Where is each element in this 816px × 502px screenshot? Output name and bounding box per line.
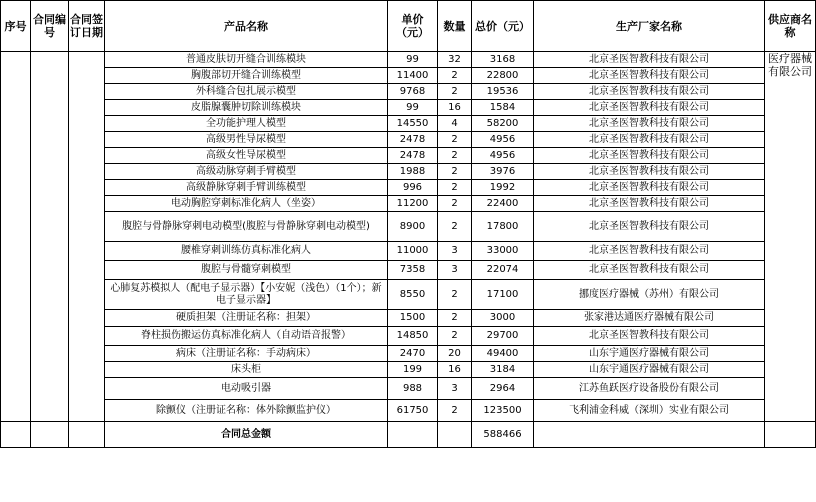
contract-total-value: 588466 <box>472 422 534 448</box>
manufacturer-footer-cell <box>534 422 765 448</box>
table-row <box>1 164 816 180</box>
unit-price-cell: 99 <box>388 52 438 68</box>
qty-cell: 16 <box>438 100 472 116</box>
product-cell: 除颤仪（注册证名称：体外除颤监护仪） <box>105 400 388 422</box>
manufacturer-cell: 北京圣医智教科技有限公司 <box>534 132 765 148</box>
total-cell: 4956 <box>472 132 534 148</box>
product-cell: 高级男性导尿模型 <box>105 132 388 148</box>
unit-price-cell: 8550 <box>388 280 438 310</box>
qty-cell: 2 <box>438 132 472 148</box>
product-cell: 电动胸腔穿刺标准化病人（坐姿） <box>105 196 388 212</box>
manufacturer-cell: 张家港达通医疗器械有限公司 <box>534 310 765 327</box>
header-supplier: 供应商名称 <box>765 1 816 52</box>
unit-price-cell: 2470 <box>388 346 438 362</box>
qty-cell: 2 <box>438 196 472 212</box>
qty-cell: 16 <box>438 362 472 378</box>
qty-cell: 2 <box>438 180 472 196</box>
unit-price-cell: 199 <box>388 362 438 378</box>
product-cell: 高级女性导尿模型 <box>105 148 388 164</box>
total-cell: 49400 <box>472 346 534 362</box>
unit-price-cell: 14550 <box>388 116 438 132</box>
header-seq: 序号 <box>1 1 31 52</box>
unit-price-cell: 9768 <box>388 84 438 100</box>
qty-cell: 2 <box>438 327 472 346</box>
header-row <box>1 1 816 52</box>
header-manufacturer: 生产厂家名称 <box>534 1 765 52</box>
product-cell: 病床（注册证名称：手动病床） <box>105 346 388 362</box>
unit-price-cell: 2478 <box>388 132 438 148</box>
unit-price-cell: 99 <box>388 100 438 116</box>
qty-cell: 2 <box>438 84 472 100</box>
product-cell: 高级动脉穿刺手臂模型 <box>105 164 388 180</box>
table-row <box>1 84 816 100</box>
manufacturer-cell: 北京圣医智教科技有限公司 <box>534 148 765 164</box>
table-row <box>1 280 816 310</box>
table-row <box>1 196 816 212</box>
product-cell: 高级静脉穿刺手臂训练模型 <box>105 180 388 196</box>
table-row <box>1 180 816 196</box>
total-cell: 3976 <box>472 164 534 180</box>
table-row <box>1 378 816 400</box>
qty-cell: 3 <box>438 378 472 400</box>
unit-price-cell: 11200 <box>388 196 438 212</box>
unit-price-cell: 61750 <box>388 400 438 422</box>
product-cell: 心肺复苏模拟人（配电子显示器）【小安妮（浅色）（1个）；新电子显示器】 <box>105 280 388 310</box>
manufacturer-cell: 北京圣医智教科技有限公司 <box>534 100 765 116</box>
header-sign-date: 合同签订日期 <box>69 1 105 52</box>
total-cell: 123500 <box>472 400 534 422</box>
qty-cell: 2 <box>438 400 472 422</box>
header-unit-price: 单价（元） <box>388 1 438 52</box>
product-cell: 胸腹部切开缝合训练模型 <box>105 68 388 84</box>
product-cell: 脊柱损伤搬运仿真标准化病人（自动语音报警） <box>105 327 388 346</box>
sign-date-cell <box>69 52 105 422</box>
qty-cell: 2 <box>438 280 472 310</box>
seq-cell <box>1 52 31 422</box>
contract-total-row <box>1 422 816 448</box>
contract-no-footer-cell <box>31 422 69 448</box>
product-cell: 全功能护理人模型 <box>105 116 388 132</box>
table-row <box>1 212 816 242</box>
manufacturer-cell: 北京圣医智教科技有限公司 <box>534 116 765 132</box>
unit-price-cell: 14850 <box>388 327 438 346</box>
table-row <box>1 132 816 148</box>
qty-cell: 3 <box>438 242 472 261</box>
qty-cell: 2 <box>438 212 472 242</box>
product-cell: 床头柜 <box>105 362 388 378</box>
manufacturer-cell: 江苏鱼跃医疗设备股份有限公司 <box>534 378 765 400</box>
product-cell: 外科缝合包扎展示模型 <box>105 84 388 100</box>
table-row <box>1 52 816 68</box>
total-cell: 3000 <box>472 310 534 327</box>
total-cell: 22400 <box>472 196 534 212</box>
supplier-cell: 医疗器械有限公司 <box>765 52 816 422</box>
table-row <box>1 148 816 164</box>
total-cell: 17100 <box>472 280 534 310</box>
qty-cell: 32 <box>438 52 472 68</box>
manufacturer-cell: 北京圣医智教科技有限公司 <box>534 68 765 84</box>
sign-date-footer-cell <box>69 422 105 448</box>
total-cell: 4956 <box>472 148 534 164</box>
total-cell: 17800 <box>472 212 534 242</box>
manufacturer-cell: 北京圣医智教科技有限公司 <box>534 180 765 196</box>
manufacturer-cell: 北京圣医智教科技有限公司 <box>534 242 765 261</box>
unit-price-cell: 8900 <box>388 212 438 242</box>
product-cell: 普通皮肤切开缝合训练模块 <box>105 52 388 68</box>
total-cell: 1584 <box>472 100 534 116</box>
header-qty: 数量 <box>438 1 472 52</box>
qty-cell: 4 <box>438 116 472 132</box>
qty-cell: 2 <box>438 68 472 84</box>
unit-price-cell: 988 <box>388 378 438 400</box>
table-row <box>1 100 816 116</box>
manufacturer-cell: 山东宇通医疗器械有限公司 <box>534 362 765 378</box>
header-total: 总价（元） <box>472 1 534 52</box>
table-row <box>1 261 816 280</box>
unit-price-cell: 996 <box>388 180 438 196</box>
table-row <box>1 68 816 84</box>
total-cell: 22800 <box>472 68 534 84</box>
product-cell: 电动吸引器 <box>105 378 388 400</box>
product-cell: 腹腔与骨髓穿刺模型 <box>105 261 388 280</box>
table-row <box>1 310 816 327</box>
total-cell: 33000 <box>472 242 534 261</box>
table-row <box>1 327 816 346</box>
manufacturer-cell: 北京圣医智教科技有限公司 <box>534 212 765 242</box>
table-row <box>1 346 816 362</box>
manufacturer-cell: 北京圣医智教科技有限公司 <box>534 164 765 180</box>
table-row <box>1 242 816 261</box>
table-row <box>1 400 816 422</box>
seq-footer-cell <box>1 422 31 448</box>
total-cell: 19536 <box>472 84 534 100</box>
total-cell: 1992 <box>472 180 534 196</box>
qty-cell: 2 <box>438 310 472 327</box>
qty-cell: 2 <box>438 164 472 180</box>
manufacturer-cell: 北京圣医智教科技有限公司 <box>534 52 765 68</box>
manufacturer-cell: 北京圣医智教科技有限公司 <box>534 261 765 280</box>
total-cell: 22074 <box>472 261 534 280</box>
product-cell: 皮脂腺囊肿切除训练模块 <box>105 100 388 116</box>
unit-price-cell: 7358 <box>388 261 438 280</box>
manufacturer-cell: 山东宇通医疗器械有限公司 <box>534 346 765 362</box>
product-cell: 硬质担架（注册证名称：担架） <box>105 310 388 327</box>
product-cell: 腰椎穿刺训练仿真标准化病人 <box>105 242 388 261</box>
qty-footer-cell <box>438 422 472 448</box>
manufacturer-cell: 飞利浦金科威（深圳）实业有限公司 <box>534 400 765 422</box>
unit-price-cell: 11000 <box>388 242 438 261</box>
unit-price-cell: 1988 <box>388 164 438 180</box>
header-contract-no: 合同编号 <box>31 1 69 52</box>
unit-price-cell: 11400 <box>388 68 438 84</box>
qty-cell: 2 <box>438 148 472 164</box>
qty-cell: 3 <box>438 261 472 280</box>
contract-total-label: 合同总金额 <box>105 422 388 448</box>
table-row <box>1 362 816 378</box>
qty-cell: 20 <box>438 346 472 362</box>
total-cell: 3168 <box>472 52 534 68</box>
contract-no-cell <box>31 52 69 422</box>
supplier-footer-cell <box>765 422 816 448</box>
table-row <box>1 116 816 132</box>
manufacturer-cell: 北京圣医智教科技有限公司 <box>534 196 765 212</box>
manufacturer-cell: 北京圣医智教科技有限公司 <box>534 327 765 346</box>
total-cell: 29700 <box>472 327 534 346</box>
unit-price-cell: 2478 <box>388 148 438 164</box>
header-product: 产品名称 <box>105 1 388 52</box>
unit-price-cell: 1500 <box>388 310 438 327</box>
total-cell: 3184 <box>472 362 534 378</box>
unit-price-footer-cell <box>388 422 438 448</box>
manufacturer-cell: 挪度医疗器械（苏州）有限公司 <box>534 280 765 310</box>
total-cell: 2964 <box>472 378 534 400</box>
product-cell: 腹腔与骨静脉穿刺电动模型(腹腔与骨静脉穿刺电动模型) <box>105 212 388 242</box>
manufacturer-cell: 北京圣医智教科技有限公司 <box>534 84 765 100</box>
total-cell: 58200 <box>472 116 534 132</box>
